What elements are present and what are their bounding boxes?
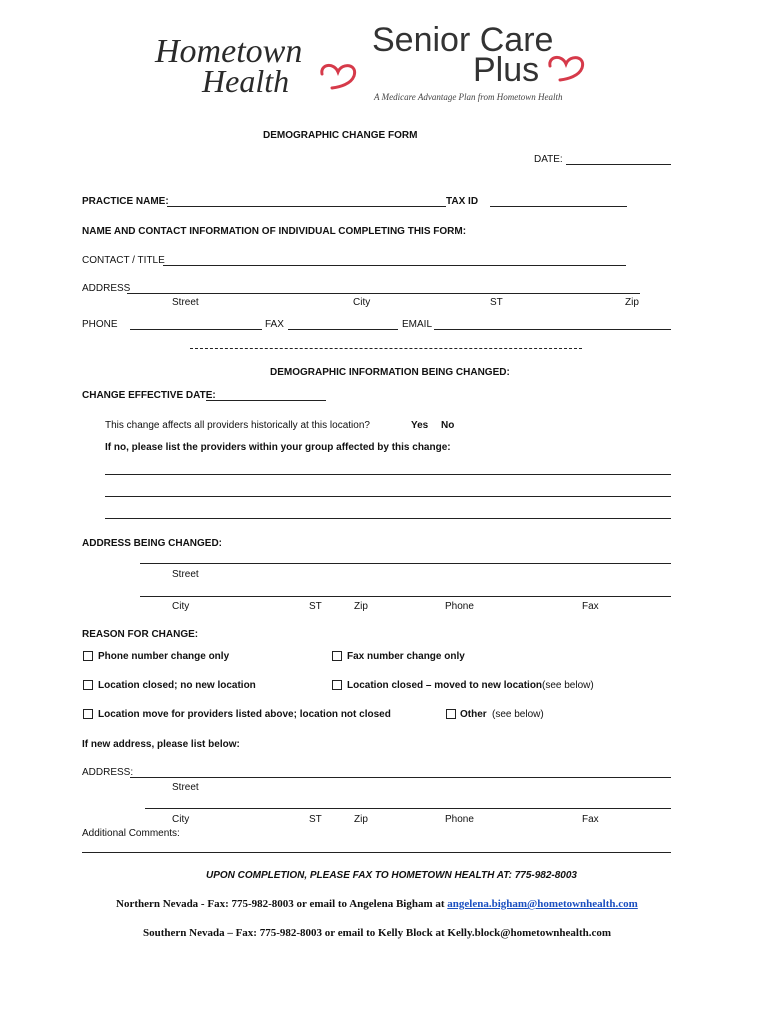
fax-change-checkbox[interactable] bbox=[332, 651, 342, 661]
hometown-logo-line2: Health bbox=[202, 63, 290, 99]
na-city-label: City bbox=[172, 814, 190, 825]
additional-comments-label: Additional Comments: bbox=[82, 828, 180, 839]
other-note: (see below) bbox=[492, 709, 544, 720]
providers-line-1[interactable] bbox=[105, 474, 671, 475]
change-effective-date-field[interactable] bbox=[206, 400, 326, 401]
location-closed-label: Location closed; no new location bbox=[98, 680, 256, 691]
new-address-city-field[interactable] bbox=[145, 808, 671, 809]
abc-fax-label: Fax bbox=[582, 601, 599, 612]
demographic-heading: DEMOGRAPHIC INFORMATION BEING CHANGED: bbox=[270, 367, 510, 378]
providers-line-2[interactable] bbox=[105, 496, 671, 497]
location-move-providers-checkbox[interactable] bbox=[83, 709, 93, 719]
phone-change-checkbox[interactable] bbox=[83, 651, 93, 661]
location-move-providers-label: Location move for providers listed above; location not closed bbox=[98, 709, 391, 720]
northern-nevada-contact bbox=[116, 898, 638, 911]
practice-name-field[interactable] bbox=[167, 206, 446, 207]
address-city-label: City bbox=[353, 297, 371, 308]
historic-question: This change affects all providers historically at this location? bbox=[105, 420, 370, 431]
tax-id-label: TAX ID bbox=[446, 196, 479, 207]
yes-option[interactable]: Yes bbox=[411, 420, 429, 431]
fax-instruction: UPON COMPLETION, PLEASE FAX TO HOMETOWN HEALTH AT: 775-982-8003 bbox=[206, 870, 577, 881]
abc-st-label: ST bbox=[309, 601, 322, 612]
abc-city-label: City bbox=[172, 601, 190, 612]
na-st-label: ST bbox=[309, 814, 322, 825]
practice-name-label: PRACTICE NAME: bbox=[82, 196, 169, 207]
if-no-instruction: If no, please list the providers within your group affected by this change: bbox=[105, 442, 451, 453]
heart-icon bbox=[546, 54, 590, 82]
reason-heading: REASON FOR CHANGE: bbox=[82, 629, 199, 640]
providers-line-3[interactable] bbox=[105, 518, 671, 519]
location-moved-note: (see below) bbox=[542, 680, 594, 691]
abc-phone-label: Phone bbox=[445, 601, 474, 612]
other-checkbox[interactable] bbox=[446, 709, 456, 719]
phone-field[interactable] bbox=[130, 329, 262, 330]
address-st-label: ST bbox=[490, 297, 503, 308]
email-field[interactable] bbox=[434, 329, 671, 330]
email-label: EMAIL bbox=[402, 319, 433, 330]
location-moved-label: Location closed – moved to new location bbox=[347, 680, 543, 691]
no-option[interactable]: No bbox=[441, 420, 455, 431]
abc-zip-label: Zip bbox=[354, 601, 368, 612]
senior-logo-line1: Senior Care bbox=[372, 21, 554, 59]
abc-street-field[interactable] bbox=[140, 563, 671, 564]
name-contact-heading: NAME AND CONTACT INFORMATION OF INDIVIDUAL COMPLETING THIS FORM: bbox=[82, 226, 467, 237]
location-closed-checkbox[interactable] bbox=[83, 680, 93, 690]
na-zip-label: Zip bbox=[354, 814, 368, 825]
phone-label: PHONE bbox=[82, 319, 118, 330]
fax-field[interactable] bbox=[288, 329, 398, 330]
form-title: DEMOGRAPHIC CHANGE FORM bbox=[263, 130, 418, 141]
contact-title-field[interactable] bbox=[163, 265, 626, 266]
location-moved-checkbox[interactable] bbox=[332, 680, 342, 690]
na-fax-label: Fax bbox=[582, 814, 599, 825]
northern-nevada-text: Northern Nevada - Fax: 775-982-8003 or email to Angelena Bigham at bbox=[116, 898, 445, 910]
tax-id-field[interactable] bbox=[490, 206, 627, 207]
abc-city-field[interactable] bbox=[140, 596, 671, 597]
date-field[interactable] bbox=[566, 164, 671, 165]
change-effective-label: CHANGE EFFECTIVE DATE: bbox=[82, 390, 216, 401]
na-phone-label: Phone bbox=[445, 814, 474, 825]
northern-email-link[interactable]: angelena.bigham@hometownhealth.com bbox=[447, 898, 638, 910]
new-address-label: ADDRESS: bbox=[82, 767, 134, 778]
southern-nevada-contact: Southern Nevada – Fax: 775-982-8003 or email to Kelly Block at Kelly.block@hometownhealth.com bbox=[143, 927, 612, 939]
section-divider bbox=[190, 348, 582, 349]
senior-logo-tagline: A Medicare Advantage Plan from Hometown Health bbox=[374, 92, 563, 102]
phone-change-label: Phone number change only bbox=[98, 651, 230, 662]
address-zip-label: Zip bbox=[625, 297, 639, 308]
new-address-heading: If new address, please list below: bbox=[82, 739, 240, 750]
address-field[interactable] bbox=[127, 293, 640, 294]
address-being-changed-heading: ADDRESS BEING CHANGED: bbox=[82, 538, 223, 549]
address-street-label: Street bbox=[172, 297, 199, 308]
fax-label: FAX bbox=[265, 319, 284, 330]
contact-title-label: CONTACT / TITLE bbox=[82, 255, 165, 266]
additional-comments-field[interactable] bbox=[82, 852, 671, 853]
heart-icon bbox=[318, 60, 362, 90]
na-street-label: Street bbox=[172, 782, 199, 793]
senior-logo-line2: Plus bbox=[473, 51, 540, 89]
other-label: Other bbox=[460, 709, 487, 720]
date-label: DATE: bbox=[534, 154, 563, 165]
hometown-logo-line1: Hometown bbox=[155, 33, 303, 70]
address-label: ADDRESS bbox=[82, 283, 131, 294]
abc-street-label: Street bbox=[172, 569, 199, 580]
fax-change-label: Fax number change only bbox=[347, 651, 465, 662]
new-address-street-field[interactable] bbox=[130, 777, 671, 778]
